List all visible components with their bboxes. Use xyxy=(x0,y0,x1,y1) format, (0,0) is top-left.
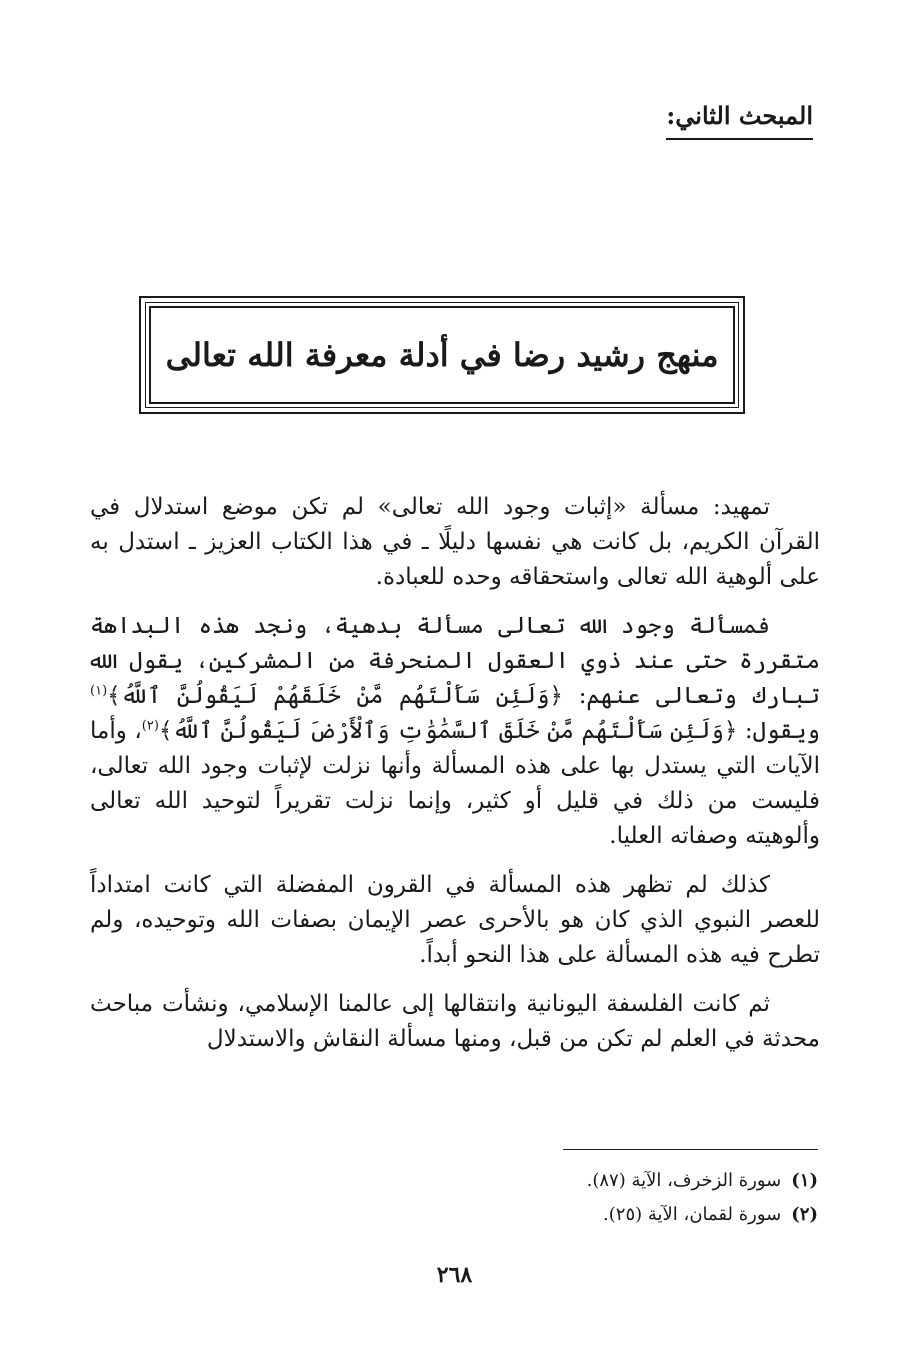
title-frame-core xyxy=(149,306,735,404)
footnotes xyxy=(218,1164,818,1232)
quran-verse-2: ﴿وَلَئِن سَأَلْتَهُم مَّنْ خَلَقَ ٱلسَّمَٰوَٰتِ وَٱلْأَرْضَ لَيَقُولُنَّ ٱللَّهُ﴾ xyxy=(158,718,738,744)
paragraph-greek-philosophy: ثم كانت الفلسفة اليونانية وانتقالها إلى عالمنا الإسلامي، ونشأت مباحث محدثة في العلم لم تكن من قبل، ومنها مسألة النقاش والاستدلال xyxy=(90,991,820,1052)
paragraph-self-evidence-mid: ويقول: xyxy=(744,718,821,744)
quran-verse-1: ﴿وَلَئِن سَأَلْتَهُم مَّنْ خَلَقَهُمْ لَيَقُولُنَّ ٱللَّهُ﴾ xyxy=(107,683,563,709)
paragraph-self-evidence-rest: ، وأما الآيات التي يستدل بها على هذه المسألة وأنها نزلت لإثبات وجود الله تعالى، فليست من ذلك في قليل أو كثير، وإنما نزلت تقريراً لتوحيد الله تعالى وألوهيته وصفاته العليا. xyxy=(90,718,820,849)
footnote-text: سورة لقمان، الآية (٢٥). xyxy=(603,1204,782,1225)
footnote-number: (١) xyxy=(791,1170,818,1191)
paragraph-self-evidence xyxy=(90,609,820,854)
body-text xyxy=(90,490,820,1071)
page-number: ٢٦٨ xyxy=(436,1262,473,1288)
footnote-ref-2: (٢) xyxy=(141,718,159,734)
paragraph-self-evidence-intro: فمسألة وجود الله تعالى مسألة بدهية، ونجد هذه البداهة متقررة حتى عند ذوي العقول المنحرفة من المشركين، يقول الله تبارك وتعالى عنهم: xyxy=(90,613,820,709)
footnote-text: سورة الزخرف، الآية (٨٧). xyxy=(586,1170,782,1191)
title-frame-inner-border xyxy=(145,302,739,408)
paragraph-intro: تمهيد: مسألة «إثبات وجود الله تعالى» لم تكن موضع استدلال في القرآن الكريم، بل كانت هي نفسها دليلًا ـ في هذا الكتاب العزيز ـ استدل به على ألوهية الله تعالى واستحقاقه وحده للعبادة. xyxy=(90,494,820,590)
footnote-1 xyxy=(218,1164,818,1198)
title-frame xyxy=(139,296,745,414)
section-heading: المبحث الثاني: xyxy=(666,96,813,140)
paragraph-early-centuries: كذلك لم تظهر هذه المسألة في القرون المفضلة التي كانت امتداداً للعصر النبوي الذي كان هو بالأحرى عصر الإيمان بصفات الله وتوحيده، ولم تطرح فيه هذه المسألة على هذا النحو أبداً. xyxy=(90,872,821,968)
footnote-ref-1: (١) xyxy=(90,683,108,699)
main-title: منهج رشيد رضا في أدلة معرفة الله تعالى xyxy=(165,336,719,374)
footnote-number: (٢) xyxy=(791,1204,818,1225)
footnote-2 xyxy=(218,1198,818,1232)
footnote-separator xyxy=(563,1149,818,1150)
